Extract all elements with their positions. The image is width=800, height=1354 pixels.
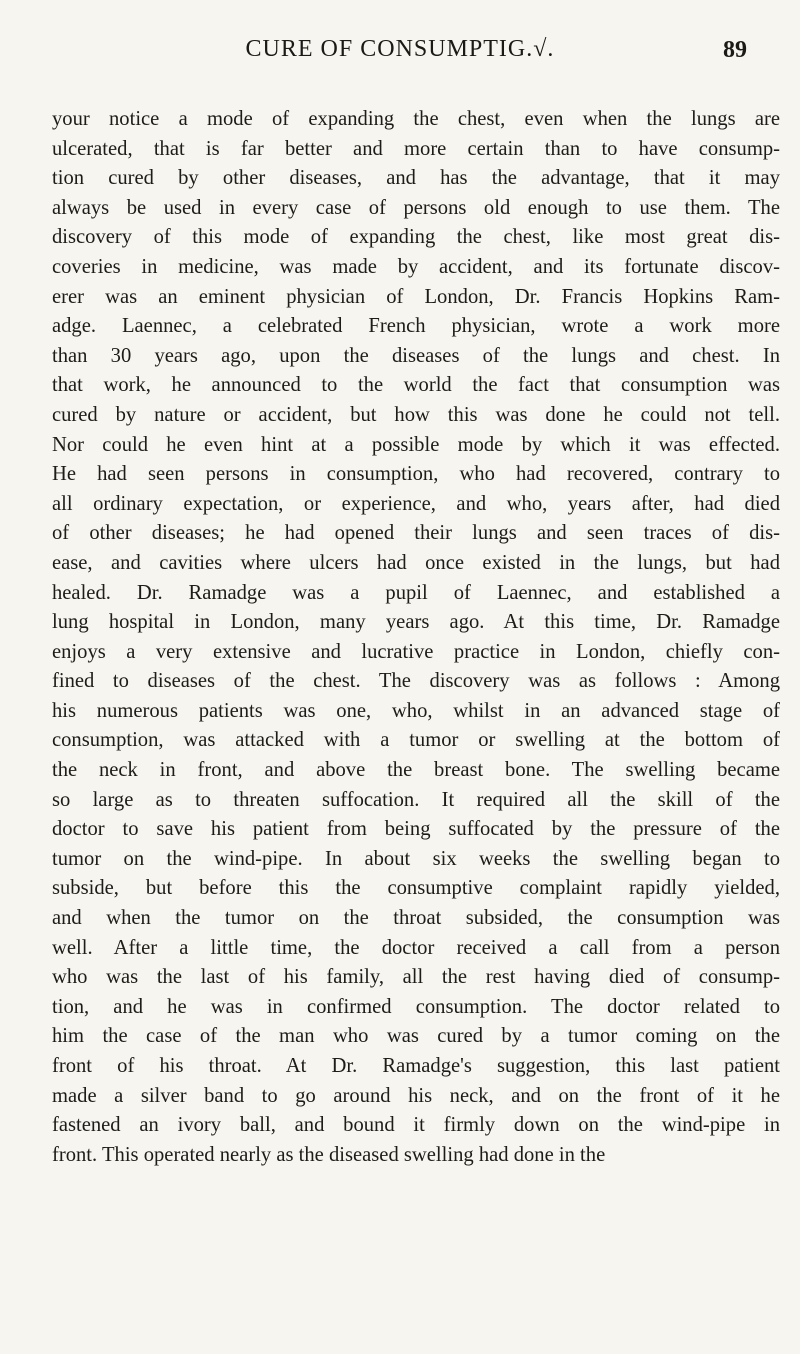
- text-line: ease, and cavities where ulcers had once existed in the lungs, but had: [52, 551, 780, 574]
- text-line: him the case of the man who was cured by a tumor coming on the: [52, 1025, 780, 1048]
- text-line: enjoys a very extensive and lucrative practice in London, chiefly con-: [52, 640, 780, 663]
- running-head: CURE OF CONSUMPTIG.√.: [245, 36, 555, 62]
- text-line: and when the tumor on the throat subsided, the consumption was: [52, 907, 780, 930]
- text-line: healed. Dr. Ramadge was a pupil of Laennec, and established a: [52, 581, 780, 604]
- text-line: front. This operated nearly as the diseased swelling had done in the: [52, 1143, 606, 1166]
- text-line: the neck in front, and above the breast bone. The swelling became: [52, 759, 780, 782]
- text-line: erer was an eminent physician of London, Dr. Francis Hopkins Ram-: [52, 285, 780, 308]
- text-line: so large as to threaten suffocation. It required all the skill of the: [52, 788, 780, 811]
- text-line: lung hospital in London, many years ago. At this time, Dr. Ramadge: [52, 611, 780, 634]
- text-line: consumption, was attacked with a tumor or swelling at the bottom of: [52, 729, 780, 752]
- text-line: made a silver band to go around his neck, and on the front of it he: [52, 1084, 780, 1107]
- text-line: who was the last of his family, all the rest having died of consump-: [52, 966, 780, 989]
- text-line: He had seen persons in consumption, who had recovered, contrary to: [52, 463, 780, 486]
- text-line: well. After a little time, the doctor received a call from a person: [52, 936, 780, 959]
- text-line: than 30 years ago, upon the diseases of the lungs and chest. In: [52, 344, 780, 367]
- text-line: of other diseases; he had opened their lungs and seen traces of dis-: [52, 522, 780, 545]
- text-line: fined to diseases of the chest. The discovery was as follows : Among: [52, 670, 780, 693]
- text-line: Nor could he even hint at a possible mode by which it was effected.: [52, 433, 780, 456]
- body-paragraph: [52, 105, 780, 1170]
- text-line: all ordinary expectation, or experience, and who, years after, had died: [52, 492, 780, 515]
- text-line: doctor to save his patient from being suffocated by the pressure of the: [52, 818, 780, 841]
- text-line: fastened an ivory ball, and bound it firmly down on the wind-pipe in: [52, 1114, 780, 1137]
- text-line: his numerous patients was one, who, whilst in an advanced stage of: [52, 699, 780, 722]
- text-line: adge. Laennec, a celebrated French physician, wrote a work more: [52, 315, 780, 338]
- text-line: ulcerated, that is far better and more certain than to have consump-: [52, 137, 780, 160]
- text-line: your notice a mode of expanding the chest, even when the lungs are: [52, 108, 780, 130]
- text-line: always be used in every case of persons old enough to use them. The: [52, 196, 780, 219]
- text-line: cured by nature or accident, but how this was done he could not tell.: [52, 403, 780, 426]
- page-header: [0, 36, 800, 76]
- page-number: 89: [723, 37, 747, 63]
- text-line: tumor on the wind-pipe. In about six weeks the swelling began to: [52, 847, 780, 870]
- text-line: subside, but before this the consumptive complaint rapidly yielded,: [52, 877, 780, 900]
- text-line: tion, and he was in confirmed consumption. The doctor related to: [52, 995, 780, 1018]
- text-line: that work, he announced to the world the fact that consumption was: [52, 374, 780, 397]
- text-line: discovery of this mode of expanding the chest, like most great dis-: [52, 226, 780, 249]
- text-line: tion cured by other diseases, and has the advantage, that it may: [52, 167, 780, 190]
- text-line: coveries in medicine, was made by accident, and its fortunate discov-: [52, 255, 780, 278]
- text-line: front of his throat. At Dr. Ramadge's suggestion, this last patient: [52, 1055, 780, 1077]
